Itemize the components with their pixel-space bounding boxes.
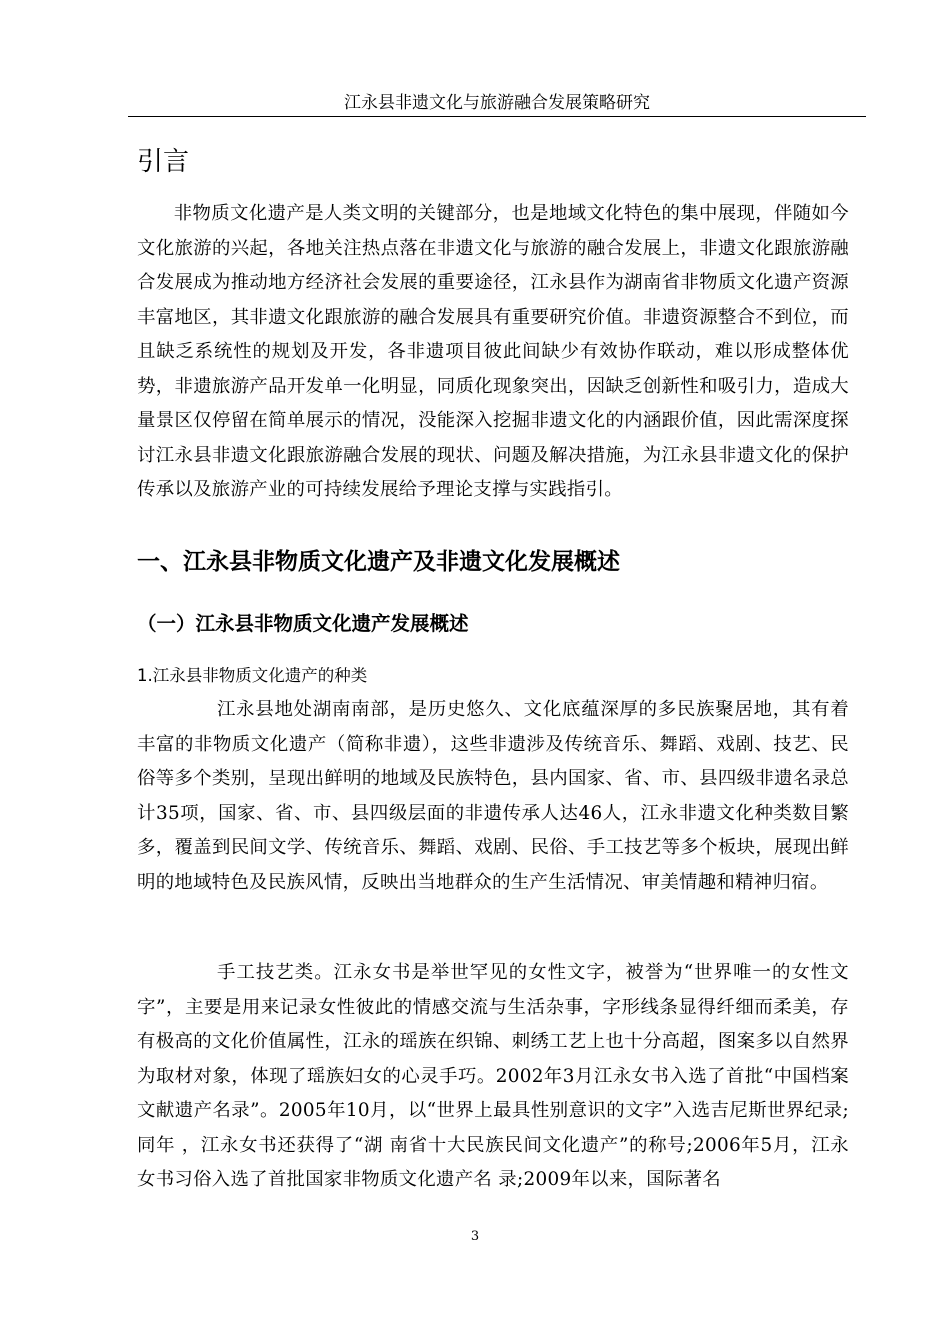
page-number: 3 bbox=[470, 1229, 480, 1244]
header-rule bbox=[128, 116, 866, 117]
subsection-1-heading: （一）江永县非物质文化遗产发展概述 bbox=[137, 612, 469, 635]
intro-heading: 引言 bbox=[137, 147, 190, 177]
item-1-heading: 1.江永县非物质文化遗产的种类 bbox=[137, 666, 368, 685]
body-paragraph-2: 手工技艺类。江永女书是举世罕见的女性文字，被誉为“世界唯一的女性文字”，主要是用来记录女性彼此的情感交流与生活杂事，字形线条显得纤细而柔美，存有极高的文化价值属性，江永的瑶族在织锦、刺绣工艺上也十分高超，图案多以自然界为取材对象，体现了瑶族妇女的心灵手巧。2002年3月江永女书入选了首批“中国档案文献遗产名录”。2005年10月，以“世界上最具性别意识的文字”入选吉尼斯世界纪录;同年 ，江永女书还获得了“湖 南省十大民族民间文化遗产”的称号;2006年5月，江永女书习俗入选了首批国家非物质文化遗产名 录;2009年以来，国际著名 bbox=[137, 962, 849, 1190]
section-1-heading: 一、江永县非物质文化遗产及非遗文化发展概述 bbox=[137, 549, 620, 575]
intro-paragraph: 非物质文化遗产是人类文明的关键部分，也是地域文化特色的集中展现，伴随如今文化旅游的兴起，各地关注热点落在非遗文化与旅游的融合发展上，非遗文化跟旅游融合发展成为推动地方经济社会发展的重要途径，江永县作为湖南省非物质文化遗产资源丰富地区，其非遗文化跟旅游的融合发展具有重要研究价值。非遗资源整合不到位，而且缺乏系统性的规划及开发，各非遗项目彼此间缺少有效协作联动，难以形成整体优势，非遗旅游产品开发单一化明显，同质化现象突出，因缺乏创新性和吸引力，造成大量景区仅停留在简单展示的情况，没能深入挖掘非遗文化的内涵跟价值，因此需深度探讨江永县非遗文化跟旅游融合发展的现状、问题及解决措施，为江永县非遗文化的保护传承以及旅游产业的可持续发展给予理论支撑与实践指引。 bbox=[137, 203, 849, 500]
running-header: 江永县非遗文化与旅游融合发展策略研究 bbox=[344, 93, 650, 113]
body-paragraph-1: 江永县地处湖南南部，是历史悠久、文化底蕴深厚的多民族聚居地，其有着丰富的非物质文化遗产（简称非遗），这些非遗涉及传统音乐、舞蹈、戏剧、技艺、民俗等多个类别，呈现出鲜明的地域及民族特色，县内国家、省、市、县四级非遗名录总计35项，国家、省、市、县四级层面的非遗传承人达46人，江永非遗文化种类数目繁多，覆盖到民间文学、传统音乐、舞蹈、戏剧、民俗、手工技艺等多个板块，展现出鲜明的地域特色及民族风情，反映出当地群众的生产生活情况、审美情趣和精神归宿。 bbox=[137, 699, 849, 893]
